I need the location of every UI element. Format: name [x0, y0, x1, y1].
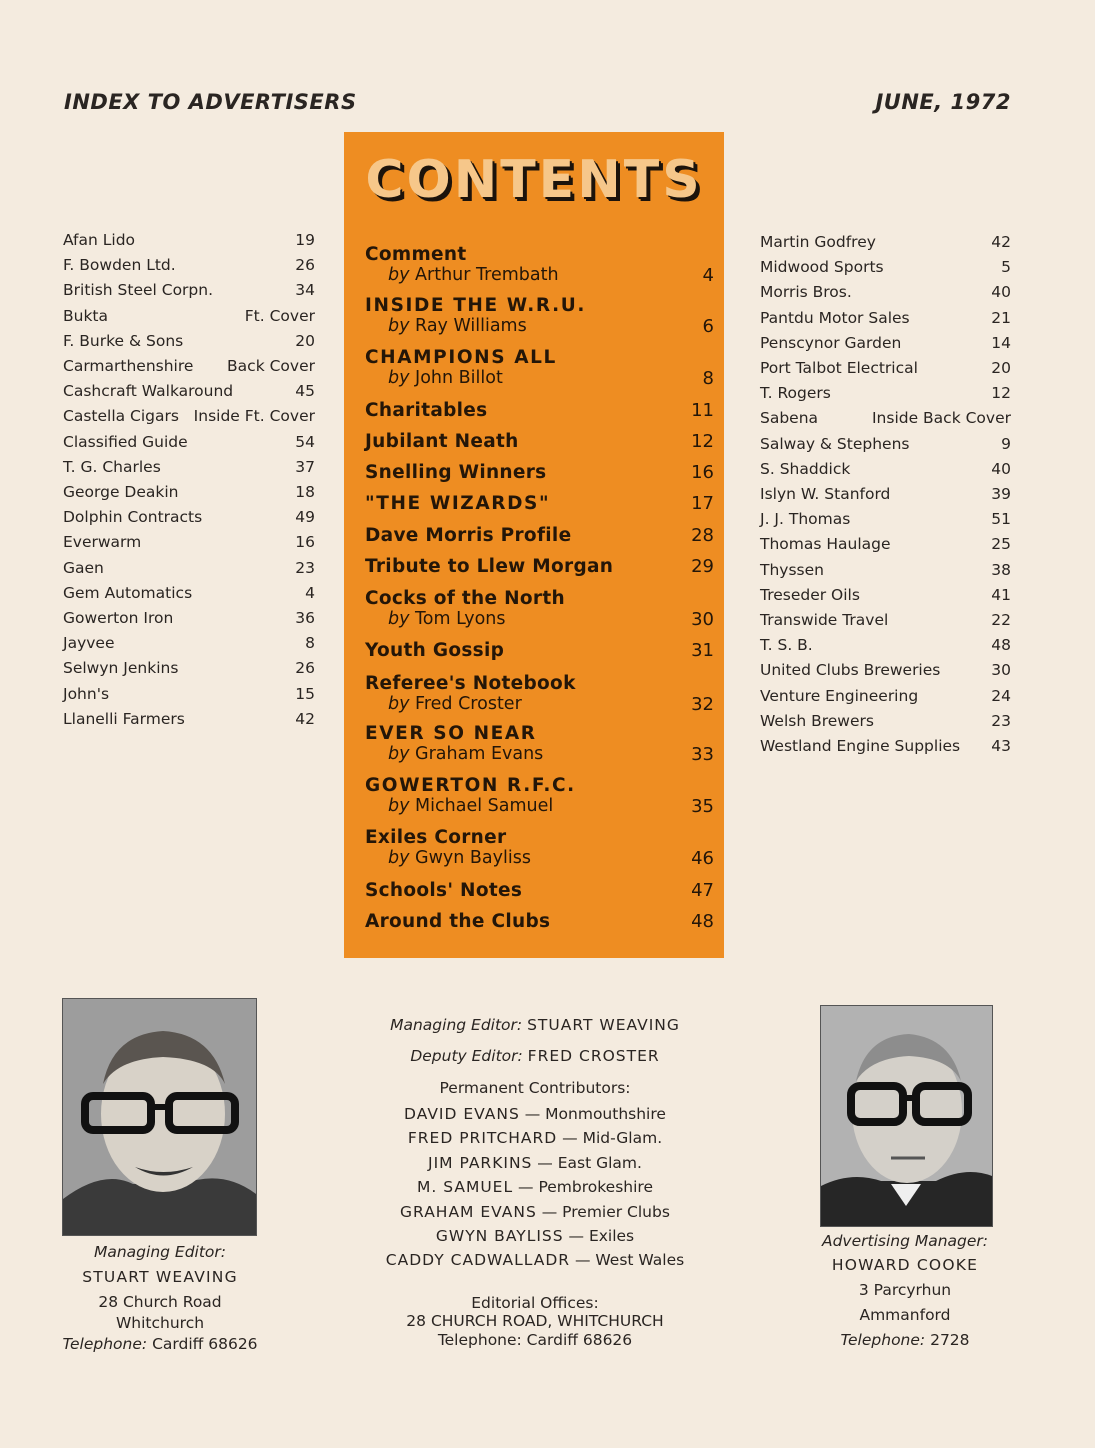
- managing-editor-caption: [40, 1242, 280, 1355]
- managing-editor-photo: [62, 998, 257, 1236]
- advertiser-page: 39: [991, 485, 1011, 504]
- advertiser-page: 42: [295, 709, 315, 728]
- contents-entry-byline: [365, 694, 714, 715]
- advertiser-page: 23: [295, 558, 315, 577]
- advertiser-page: 40: [991, 459, 1011, 478]
- contents-entry-author: Gwyn Bayliss: [415, 848, 531, 868]
- editorial-offices-telephone: Telephone: Cardiff 68626: [437, 1331, 633, 1349]
- advertiser-name: S. Shaddick: [760, 459, 851, 478]
- advertiser-page: 51: [991, 510, 1011, 529]
- contents-entry-page: 46: [691, 848, 714, 869]
- advertiser-page: 42: [991, 233, 1011, 251]
- telephone-number: 2728: [930, 1331, 970, 1349]
- contents-entry-title: Charitables: [365, 400, 488, 421]
- contents-entry: [365, 640, 714, 661]
- contents-entry: [365, 673, 714, 715]
- contents-entry: [365, 244, 714, 286]
- advertiser-name: Thomas Haulage: [760, 535, 891, 554]
- editorial-offices-label: Editorial Offices:: [471, 1294, 599, 1312]
- advertiser-row: [63, 606, 315, 631]
- byline-by: by: [388, 796, 410, 816]
- issue-date: JUNE, 1972: [875, 90, 1011, 114]
- portrait-illustration: [63, 999, 256, 1235]
- byline-by: by: [388, 316, 410, 336]
- contents-entry-author: Graham Evans: [415, 744, 544, 764]
- contributors-list: [355, 1102, 715, 1273]
- contents-entry-page: 8: [702, 368, 714, 389]
- contents-entry-title: Youth Gossip: [365, 640, 505, 661]
- advertiser-row: [63, 329, 315, 354]
- advertising-manager-photo: [820, 1005, 993, 1227]
- contributor-row: [355, 1248, 715, 1272]
- advertiser-page: 25: [991, 535, 1011, 554]
- advertiser-row: [63, 707, 315, 732]
- advertiser-page: 20: [295, 331, 315, 350]
- contents-panel: [344, 132, 724, 958]
- contributors-heading: Permanent Contributors:: [439, 1079, 631, 1097]
- advertiser-row: [63, 631, 315, 656]
- contents-entry-page: 31: [691, 640, 714, 661]
- advertiser-row: [760, 658, 1011, 683]
- contents-entry-title: Schools' Notes: [365, 880, 523, 901]
- deputy-editor-name: FRED CROSTER: [527, 1047, 660, 1065]
- contributor-dash: —: [513, 1178, 539, 1197]
- contents-entry-author: Ray Williams: [415, 316, 527, 336]
- contents-entry: [365, 400, 714, 421]
- advertiser-page: 20: [991, 359, 1011, 378]
- contents-entry: [365, 723, 714, 765]
- advertiser-page: 21: [991, 308, 1011, 327]
- contents-entry-byline: [365, 265, 714, 286]
- advertiser-page: 41: [991, 585, 1011, 604]
- advertiser-row: [760, 255, 1011, 280]
- advertiser-row: [63, 455, 315, 480]
- contributor-region: Exiles: [588, 1227, 635, 1246]
- caption-name: STUART WEAVING: [82, 1268, 238, 1286]
- advertiser-page: 18: [295, 483, 315, 502]
- advertiser-page: 49: [295, 508, 315, 527]
- contents-entry-byline: [365, 368, 714, 389]
- advertiser-page: Back Cover: [227, 357, 315, 376]
- contents-entry-title: INSIDE THE W.R.U.: [365, 295, 586, 316]
- contributor-row: [355, 1126, 715, 1150]
- advertiser-row: [63, 304, 315, 329]
- contents-entry-author: Tom Lyons: [415, 609, 506, 629]
- editorial-offices-address: 28 CHURCH ROAD, WHITCHURCH: [406, 1312, 664, 1330]
- byline-by: by: [388, 265, 410, 285]
- contents-entry-author: Michael Samuel: [415, 796, 554, 816]
- advertiser-name: Gaen: [63, 558, 104, 577]
- advertiser-row: [63, 556, 315, 581]
- contents-entry-page: 12: [691, 431, 714, 452]
- advertiser-row: [760, 230, 1011, 255]
- advertiser-name: Salway & Stephens: [760, 434, 910, 453]
- contributor-region: West Wales: [595, 1251, 685, 1270]
- advertiser-row: [63, 379, 315, 404]
- contents-entry: [365, 431, 714, 452]
- contributor-region: Premier Clubs: [562, 1202, 670, 1221]
- contents-entry-author: Fred Croster: [415, 694, 522, 714]
- contents-entry: [365, 493, 714, 514]
- contributor-region: Monmouthshire: [545, 1105, 666, 1123]
- advertiser-name: Classified Guide: [63, 432, 188, 451]
- advertiser-name: T. S. B.: [760, 636, 813, 655]
- contributor-name: CADDY CADWALLADR: [385, 1251, 571, 1270]
- advertiser-page: 26: [295, 659, 315, 678]
- advertiser-row: [63, 404, 315, 429]
- advertiser-name: Castella Cigars: [63, 407, 179, 426]
- contents-entry-page: 28: [691, 525, 714, 546]
- advertiser-page: 12: [991, 384, 1011, 403]
- caption-role: Managing Editor:: [93, 1243, 227, 1261]
- advertiser-page: Inside Back Cover: [871, 409, 1011, 428]
- advertiser-page: 48: [991, 636, 1011, 655]
- contents-entry-title: Cocks of the North: [365, 588, 565, 609]
- advertiser-row: [63, 430, 315, 455]
- advertiser-page: Ft. Cover: [244, 306, 315, 325]
- contributor-row: [355, 1200, 715, 1224]
- caption-address-line: 3 Parcyrhun: [858, 1281, 952, 1299]
- advertiser-page: 22: [991, 611, 1011, 630]
- contributor-dash: —: [536, 1202, 563, 1221]
- caption-address-line: Whitchurch: [115, 1314, 205, 1332]
- caption-telephone: [790, 1330, 1020, 1351]
- contributor-name: JIM PARKINS: [428, 1153, 533, 1172]
- advertiser-page: 15: [295, 684, 315, 703]
- contents-entry: [365, 556, 714, 577]
- contributor-row: [355, 1102, 715, 1126]
- contents-entry-title: "THE WIZARDS": [365, 493, 551, 514]
- contents-entry-page: 33: [691, 744, 714, 765]
- contents-entry-page: 29: [691, 556, 714, 577]
- contents-entry-title: GOWERTON R.F.C.: [365, 775, 576, 796]
- advertiser-row: [760, 709, 1011, 734]
- contents-entry-title: CHAMPIONS ALL: [365, 347, 557, 368]
- telephone-number: Cardiff 68626: [152, 1335, 258, 1353]
- caption-address-line: Ammanford: [859, 1306, 951, 1324]
- byline-by: by: [388, 694, 410, 714]
- contents-entry-byline: [365, 609, 714, 630]
- contents-entry-page: 17: [691, 493, 714, 514]
- advertiser-name: Carmarthenshire: [63, 357, 194, 376]
- advertiser-name: Morris Bros.: [760, 283, 852, 302]
- advertiser-name: F. Bowden Ltd.: [63, 256, 176, 275]
- contents-entry: [365, 588, 714, 630]
- advertiser-page: 23: [991, 711, 1011, 730]
- advertiser-name: T. Rogers: [760, 384, 831, 403]
- advertiser-page: 5: [1001, 258, 1011, 277]
- advertiser-name: F. Burke & Sons: [63, 331, 184, 350]
- contributor-dash: —: [557, 1129, 583, 1148]
- role-label: Managing Editor:: [390, 1016, 523, 1034]
- advertiser-name: J. J. Thomas: [760, 510, 851, 529]
- advertiser-page: 30: [991, 661, 1011, 680]
- advertiser-name: Islyn W. Stanford: [760, 485, 891, 504]
- advertiser-row: [760, 457, 1011, 482]
- advertiser-page: 14: [991, 333, 1011, 352]
- advertiser-name: Thyssen: [760, 560, 824, 579]
- contributor-row: [355, 1175, 715, 1199]
- advertiser-page: 26: [295, 256, 315, 275]
- advertiser-page: 4: [305, 583, 315, 602]
- contents-entry-page: 30: [691, 609, 714, 630]
- advertiser-row: [760, 482, 1011, 507]
- contents-entry-page: 16: [691, 462, 714, 483]
- contents-entry-title: Exiles Corner: [365, 827, 507, 848]
- contents-entry-title: Comment: [365, 244, 467, 265]
- advertiser-name: Afan Lido: [63, 231, 136, 249]
- advertiser-name: T. G. Charles: [63, 457, 161, 476]
- contents-entry-byline: [365, 796, 714, 817]
- contents-entry-author: John Billot: [415, 368, 503, 388]
- contributor-name: FRED PRITCHARD: [407, 1129, 558, 1148]
- advertiser-page: 40: [991, 283, 1011, 302]
- advertiser-name: Welsh Brewers: [760, 711, 874, 730]
- contributor-dash: —: [532, 1153, 558, 1172]
- advertiser-row: [760, 432, 1011, 457]
- advertiser-name: Selwyn Jenkins: [63, 659, 179, 678]
- advertising-manager-caption: [790, 1231, 1020, 1351]
- advertiser-row: [63, 656, 315, 681]
- contents-entry-page: 11: [691, 400, 714, 421]
- advertiser-page: 37: [295, 457, 315, 476]
- byline-by: by: [388, 609, 410, 629]
- advertiser-page: 19: [295, 231, 315, 249]
- contents-entry-page: 35: [691, 796, 714, 817]
- caption-name: HOWARD COOKE: [831, 1256, 979, 1274]
- advertiser-name: Martin Godfrey: [760, 233, 876, 251]
- contributor-name: M. SAMUEL: [417, 1178, 514, 1197]
- advertiser-row: [760, 356, 1011, 381]
- contents-entry-title: Dave Morris Profile: [365, 525, 572, 546]
- contents-title: CONTENTS: [365, 150, 703, 210]
- advertiser-name: British Steel Corpn.: [63, 281, 214, 300]
- contents-entry-page: 47: [691, 880, 714, 901]
- advertiser-name: United Clubs Breweries: [760, 661, 941, 680]
- advertiser-row: [760, 734, 1011, 759]
- advertiser-name: Midwood Sports: [760, 258, 884, 277]
- contributor-region: Pembrokeshire: [538, 1178, 653, 1197]
- byline-by: by: [388, 368, 410, 388]
- contributor-dash: —: [519, 1105, 546, 1123]
- advertiser-page: 9: [1001, 434, 1011, 453]
- advertiser-row: [760, 306, 1011, 331]
- advertiser-name: Port Talbot Electrical: [760, 359, 918, 378]
- managing-editor-line: [355, 1016, 715, 1034]
- advertiser-row: [760, 558, 1011, 583]
- contents-entry-title: Jubilant Neath: [365, 431, 519, 452]
- telephone-label: Telephone:: [840, 1331, 926, 1349]
- contributor-region: East Glam.: [557, 1153, 642, 1172]
- contributor-name: GWYN BAYLISS: [435, 1227, 564, 1246]
- contributor-name: GRAHAM EVANS: [400, 1202, 537, 1221]
- advertiser-name: Transwide Travel: [760, 611, 889, 630]
- contents-entry-page: 4: [702, 265, 714, 286]
- advertiser-row: [760, 608, 1011, 633]
- advertiser-page: Inside Ft. Cover: [193, 407, 315, 426]
- index-to-advertisers-heading: INDEX TO ADVERTISERS: [64, 90, 357, 114]
- contents-entry-title: Referee's Notebook: [365, 673, 576, 694]
- advertiser-row: [760, 507, 1011, 532]
- contributor-row: [355, 1224, 715, 1248]
- contributor-dash: —: [570, 1251, 596, 1270]
- advertiser-row: [760, 280, 1011, 305]
- advertiser-row: [760, 406, 1011, 431]
- contents-entry-page: 48: [691, 911, 714, 932]
- advertiser-row: [760, 684, 1011, 709]
- advertiser-name: Sabena: [760, 409, 819, 428]
- contents-entry-byline: [365, 316, 714, 337]
- advertiser-page: 45: [295, 382, 315, 401]
- advertiser-row: [63, 505, 315, 530]
- advertiser-name: Everwarm: [63, 533, 142, 552]
- contributor-region: Mid-Glam.: [582, 1129, 663, 1148]
- advertiser-page: 38: [991, 560, 1011, 579]
- advertiser-page: 43: [991, 737, 1011, 756]
- advertiser-row: [63, 581, 315, 606]
- contents-entry-page: 32: [691, 694, 714, 715]
- advertiser-row: [63, 530, 315, 555]
- advertiser-row: [63, 354, 315, 379]
- telephone-label: Telephone:: [62, 1335, 148, 1353]
- advertiser-name: Penscynor Garden: [760, 333, 902, 352]
- advertiser-name: Jayvee: [63, 634, 115, 653]
- advertiser-page: 34: [295, 281, 315, 300]
- advertiser-row: [760, 583, 1011, 608]
- contents-entry: [365, 827, 714, 869]
- contents-entry-byline: [365, 848, 714, 869]
- advertiser-page: 54: [295, 432, 315, 451]
- contents-entry-author: Arthur Trembath: [415, 265, 559, 285]
- advertiser-name: Treseder Oils: [760, 585, 860, 604]
- contents-entry: [365, 775, 714, 817]
- advertiser-name: Dolphin Contracts: [63, 508, 203, 527]
- contributor-dash: —: [563, 1227, 589, 1246]
- contents-entry-byline: [365, 744, 714, 765]
- advertiser-row: [63, 278, 315, 303]
- advertiser-name: Llanelli Farmers: [63, 709, 185, 728]
- advertiser-page: 24: [991, 686, 1011, 705]
- advertiser-name: Gowerton Iron: [63, 609, 174, 628]
- advertisers-list-right: [760, 230, 1011, 759]
- advertiser-row: [63, 228, 315, 253]
- advertiser-row: [63, 253, 315, 278]
- contents-entry-title: Around the Clubs: [365, 911, 551, 932]
- contents-entry: [365, 525, 714, 546]
- managing-editor-name: STUART WEAVING: [527, 1016, 680, 1034]
- contributor-name: DAVID EVANS: [404, 1105, 520, 1123]
- advertiser-page: 36: [295, 609, 315, 628]
- advertiser-row: [760, 532, 1011, 557]
- advertiser-page: 8: [305, 634, 315, 653]
- contents-entry: [365, 347, 714, 389]
- advertiser-row: [63, 480, 315, 505]
- contents-entry: [365, 880, 714, 901]
- contents-entry: [365, 911, 714, 932]
- byline-by: by: [388, 848, 410, 868]
- advertiser-name: Cashcraft Walkaround: [63, 382, 234, 401]
- contents-entry-title: Tribute to Llew Morgan: [365, 556, 614, 577]
- advertiser-row: [760, 633, 1011, 658]
- contents-entry-title: EVER SO NEAR: [365, 723, 537, 744]
- caption-telephone: [40, 1334, 280, 1355]
- caption-role: Advertising Manager:: [821, 1232, 989, 1250]
- portrait-illustration: [821, 1006, 992, 1226]
- advertiser-row: [760, 381, 1011, 406]
- contributor-row: [355, 1151, 715, 1175]
- byline-by: by: [388, 744, 410, 764]
- contents-entry-page: 6: [702, 316, 714, 337]
- deputy-editor-line: [355, 1047, 715, 1065]
- contents-entry: [365, 462, 714, 483]
- advertiser-name: Bukta: [63, 306, 109, 325]
- advertiser-name: John's: [63, 684, 110, 703]
- advertisers-list-left: [63, 228, 315, 732]
- advertiser-name: George Deakin: [63, 483, 179, 502]
- advertiser-name: Pantdu Motor Sales: [760, 308, 910, 327]
- contents-entry-title: Snelling Winners: [365, 462, 547, 483]
- advertiser-name: Venture Engineering: [760, 686, 919, 705]
- advertiser-name: Gem Automatics: [63, 583, 193, 602]
- contents-entry: [365, 295, 714, 337]
- advertiser-page: 16: [295, 533, 315, 552]
- advertiser-name: Westland Engine Supplies: [760, 737, 961, 756]
- caption-address-line: 28 Church Road: [98, 1293, 222, 1311]
- role-label: Deputy Editor:: [410, 1047, 523, 1065]
- advertiser-row: [63, 682, 315, 707]
- advertiser-row: [760, 331, 1011, 356]
